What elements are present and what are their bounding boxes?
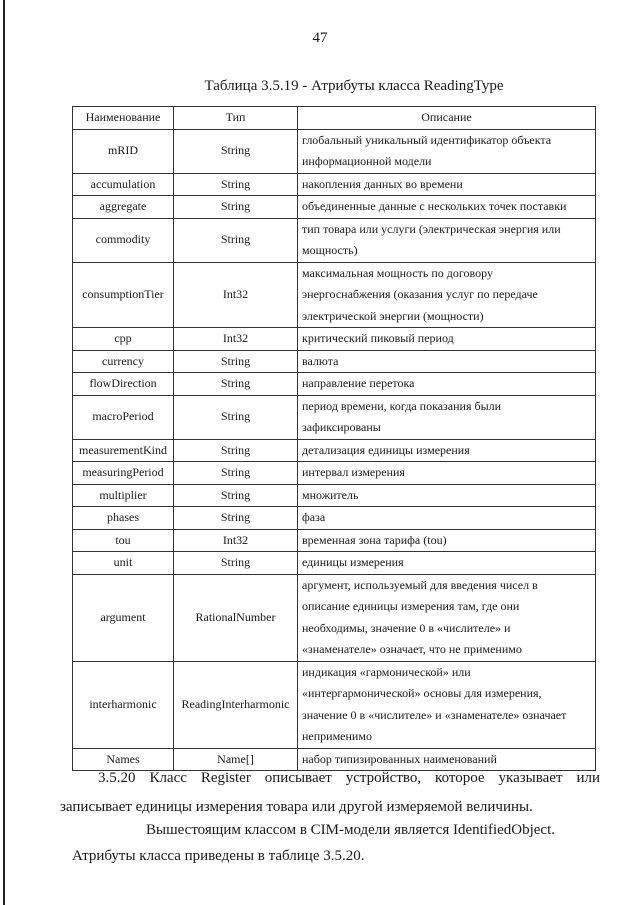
paragraph-table-ref: Атрибуты класса приведены в таблице 3.5.20. <box>72 848 365 864</box>
attribute-type: String <box>174 439 298 462</box>
attribute-description <box>298 129 596 173</box>
description-line: электрической энергии (мощности) <box>302 308 484 323</box>
description-line: максимальная мощность по договору <box>302 265 493 280</box>
description-line: накопления данных во времени <box>302 176 463 191</box>
header-name: Наименование <box>73 107 174 130</box>
attribute-type: ReadingInterharmonic <box>174 661 298 748</box>
attribute-description <box>298 373 596 396</box>
table-row <box>73 439 596 462</box>
description-line: глобальный уникальный идентификатор объекта <box>302 132 552 147</box>
attribute-name: commodity <box>73 218 174 262</box>
table-row <box>73 328 596 351</box>
attribute-type: String <box>174 395 298 439</box>
table-row <box>73 218 596 262</box>
attribute-name: tou <box>73 529 174 552</box>
attribute-type: String <box>174 462 298 485</box>
page-margin-line <box>3 0 5 905</box>
attribute-name: interharmonic <box>73 661 174 748</box>
table-row <box>73 661 596 748</box>
attribute-description <box>298 507 596 530</box>
table-row <box>73 529 596 552</box>
page-number: 47 <box>312 30 328 46</box>
attribute-type: RationalNumber <box>174 574 298 661</box>
attribute-type: String <box>174 129 298 173</box>
paragraph-superclass: Вышестоящим классом в CIM-модели является IdentifiedObject. <box>146 822 556 838</box>
description-line: зафиксированы <box>302 420 381 434</box>
description-line: «знаменателе» означает, что не применимо <box>302 642 522 656</box>
description-line: аргумент, используемый для введения чисел в <box>302 577 538 592</box>
description-line: описание единицы измерения там, где они <box>302 599 520 613</box>
attribute-type: Int32 <box>174 529 298 552</box>
header-description: Описание <box>298 107 596 130</box>
attribute-description <box>298 462 596 485</box>
attribute-type: Int32 <box>174 328 298 351</box>
attribute-description <box>298 574 596 661</box>
description-line: направление перетока <box>302 376 415 390</box>
attribute-name: aggregate <box>73 196 174 219</box>
attribute-type: String <box>174 196 298 219</box>
attribute-description <box>298 439 596 462</box>
attribute-description <box>298 173 596 196</box>
table-row <box>73 196 596 219</box>
description-line: период времени, когда показания были <box>302 398 502 413</box>
description-line: энергоснабжения (оказания услуг по передаче <box>302 287 538 301</box>
table-row <box>73 173 596 196</box>
attributes-table <box>72 106 596 771</box>
attribute-name: consumptionTier <box>73 262 174 328</box>
attribute-name: unit <box>73 552 174 575</box>
description-line: фаза <box>302 510 326 524</box>
description-line: единицы измерения <box>302 555 404 569</box>
description-line: значение 0 в «числителе» и «знаменателе» означает <box>302 707 567 722</box>
description-line: интервал измерения <box>302 465 405 479</box>
table-row <box>73 373 596 396</box>
description-line: мощность) <box>302 243 358 257</box>
description-line: критический пиковый период <box>302 331 454 345</box>
attribute-description <box>298 529 596 552</box>
attribute-type: String <box>174 552 298 575</box>
description-line: набор типизированных наименований <box>302 751 497 766</box>
attribute-name: Names <box>73 748 174 771</box>
attribute-description <box>298 661 596 748</box>
attribute-name: phases <box>73 507 174 530</box>
attribute-type: Int32 <box>174 262 298 328</box>
paragraph-register: 3.5.20 Класс Register описывает устройство, которое указывает или записывает единицы измерения товара или другой измеряемой величины. <box>60 770 600 815</box>
table-header-row <box>73 107 596 130</box>
description-line: множитель <box>302 487 359 502</box>
table-row <box>73 507 596 530</box>
description-line: детализация единицы измерения <box>302 442 470 457</box>
attribute-description <box>298 350 596 373</box>
attribute-description <box>298 552 596 575</box>
table-row <box>73 262 596 328</box>
attribute-description <box>298 262 596 328</box>
description-line: «интергармонической» основы для измерения, <box>302 686 542 700</box>
attribute-name: argument <box>73 574 174 661</box>
description-line: неприменимо <box>302 729 372 743</box>
table-caption: Таблица 3.5.19 - Атрибуты класса ReadingType <box>204 78 504 94</box>
description-line: информационной модели <box>302 154 432 168</box>
table-row <box>73 552 596 575</box>
attribute-description <box>298 395 596 439</box>
attribute-type: String <box>174 507 298 530</box>
table-row <box>73 484 596 507</box>
attribute-name: multiplier <box>73 484 174 507</box>
attribute-name: mRID <box>73 129 174 173</box>
table-row <box>73 395 596 439</box>
attribute-name: measurementKind <box>73 439 174 462</box>
description-line: тип товара или услуги (электрическая энергия или <box>302 221 561 236</box>
description-line: валюта <box>302 353 339 368</box>
attribute-name: currency <box>73 350 174 373</box>
attribute-name: cpp <box>73 328 174 351</box>
table-row <box>73 462 596 485</box>
table-body <box>73 129 596 771</box>
attribute-description <box>298 484 596 507</box>
attribute-type: String <box>174 373 298 396</box>
attribute-type: String <box>174 484 298 507</box>
attribute-description <box>298 218 596 262</box>
attribute-type: String <box>174 173 298 196</box>
attribute-name: flowDirection <box>73 373 174 396</box>
description-line: временная зона тарифа (tou) <box>302 532 447 547</box>
attribute-type: String <box>174 350 298 373</box>
attribute-name: macroPeriod <box>73 395 174 439</box>
table-row <box>73 129 596 173</box>
description-line: индикация «гармонической» или <box>302 664 471 679</box>
table-row <box>73 350 596 373</box>
description-line: объединенные данные с нескольких точек поставки <box>302 199 567 213</box>
attribute-description <box>298 328 596 351</box>
header-type: Тип <box>174 107 298 130</box>
description-line: необходимы, значение 0 в «числителе» и <box>302 620 511 635</box>
attribute-name: accumulation <box>73 173 174 196</box>
attribute-description <box>298 196 596 219</box>
attribute-type: String <box>174 218 298 262</box>
attribute-type: Name[] <box>174 748 298 771</box>
attribute-name: measuringPeriod <box>73 462 174 485</box>
table-row <box>73 574 596 661</box>
